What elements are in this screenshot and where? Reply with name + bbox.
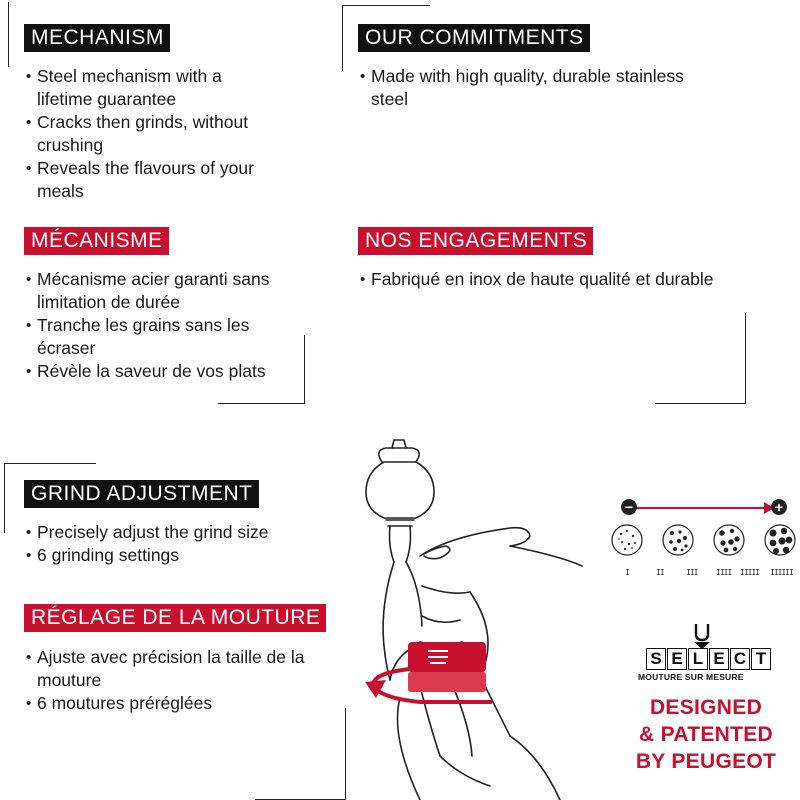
list-item: • Precisely adjust the grind size xyxy=(26,521,346,544)
frame-line xyxy=(342,5,430,6)
grind-label-2: II xyxy=(656,568,664,577)
reglage-list xyxy=(26,646,326,715)
frame-line xyxy=(342,5,343,71)
grind-size-circles xyxy=(610,518,800,562)
list-item: • 6 grinding settings xyxy=(26,544,346,567)
commitments-list xyxy=(360,65,720,111)
grind-label-3: III xyxy=(686,568,698,577)
select-letter: C xyxy=(730,648,750,670)
designed-line-3: BY PEUGEOT xyxy=(635,750,777,773)
engagements-heading: NOS ENGAGEMENTS xyxy=(358,227,593,255)
list-item: • Fabriqué en inox de haute qualité et durable xyxy=(360,268,720,291)
grind-label-5: IIIII xyxy=(740,568,760,577)
frame-line xyxy=(4,463,96,464)
mechanism-list xyxy=(26,65,266,203)
mecanisme-heading: MÉCANISME xyxy=(24,227,169,255)
plus-symbol: + xyxy=(774,499,784,515)
minus-symbol: − xyxy=(624,499,634,515)
select-letter: S xyxy=(646,648,666,670)
select-letter: E xyxy=(709,648,729,670)
pepper-mill-illustration xyxy=(360,436,600,800)
designed-patented-text xyxy=(622,694,790,775)
engagements-list xyxy=(360,268,720,291)
mecanisme-list xyxy=(26,268,306,383)
list-item: • Révèle la saveur de vos plats xyxy=(26,360,306,383)
select-logo-arrow-icon xyxy=(690,622,714,650)
list-item: • Tranche les grains sans les écraser xyxy=(26,314,306,360)
frame-line xyxy=(8,2,9,67)
select-letter: T xyxy=(751,648,771,670)
select-logo xyxy=(646,648,771,670)
grind-circle-3 xyxy=(714,525,744,555)
frame-line xyxy=(218,403,305,404)
minus-icon xyxy=(621,499,637,515)
list-item: • Mécanisme acier garanti sans limitation de durée xyxy=(26,268,306,314)
list-item: • Reveals the flavours of your meals xyxy=(26,157,266,203)
select-letter: L xyxy=(688,648,708,670)
frame-line xyxy=(745,313,746,403)
grind-adjustment-list xyxy=(26,521,346,567)
select-subtitle: MOUTURE SUR MESURE xyxy=(638,672,744,682)
frame-line xyxy=(4,463,5,533)
grind-label-6: IIIIII xyxy=(770,568,793,577)
grind-circle-1 xyxy=(612,525,642,555)
mechanism-heading: MECHANISM xyxy=(24,24,170,52)
frame-line xyxy=(655,403,746,404)
list-item: • Made with high quality, durable stainless steel xyxy=(360,65,720,111)
designed-line-1: DESIGNED xyxy=(649,696,763,719)
designed-line-2: & PATENTED xyxy=(638,723,774,746)
select-letter: E xyxy=(667,648,687,670)
reglage-heading: RÉGLAGE DE LA MOUTURE xyxy=(24,604,326,632)
commitments-heading: OUR COMMITMENTS xyxy=(358,24,590,52)
list-item: • 6 moutures préréglées xyxy=(26,692,326,715)
plus-icon xyxy=(771,499,787,515)
list-item: • Ajuste avec précision la taille de la mouture xyxy=(26,646,326,692)
list-item: • Cracks then grinds, without crushing xyxy=(26,111,266,157)
grind-adjustment-heading: GRIND ADJUSTMENT xyxy=(24,480,259,508)
list-item: • Steel mechanism with a lifetime guarantee xyxy=(26,65,266,111)
grind-label-1: I xyxy=(625,568,629,577)
grind-label-4: IIII xyxy=(716,568,732,577)
frame-line xyxy=(345,708,346,800)
